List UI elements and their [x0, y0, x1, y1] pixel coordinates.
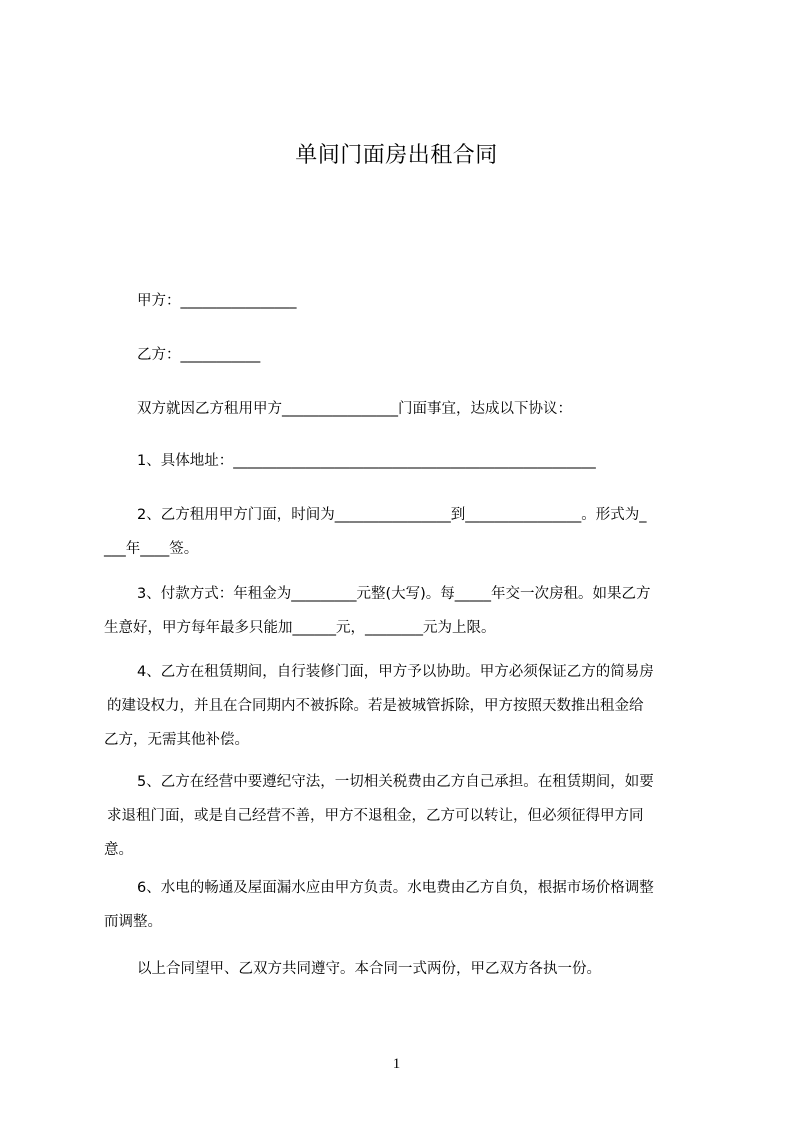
clause-2-row: 2、乙方租用甲方门面，时间为________________到________________。形式为_ [137, 507, 647, 523]
party-b-line: 乙方：___________ [137, 347, 261, 363]
clause-5-row: 求退租门面，或是自己经营不善，甲方不退租金，乙方可以转让，但必须征得甲方同 [107, 808, 644, 824]
intro-line: 双方就因乙方租用甲方________________门面事宜，达成以下协议： [137, 401, 572, 417]
clause-4-row: 的建设权力，并且在合同期内不被拆除。若是被城管拆除，甲方按照天数推出租金给 [107, 698, 644, 714]
clause-4-renovation [104, 655, 708, 757]
clause-2-row: ___年____签。 [104, 541, 199, 557]
closing-line: 以上合同望甲、乙双方共同遵守。本合同一式两份，甲乙双方各执一份。 [137, 961, 601, 977]
clause-6-row: 而调整。 [104, 914, 162, 930]
clause-1-address: 1、具体地址：__________________________________________________ [137, 453, 596, 469]
clause-2-lease-term [104, 498, 708, 566]
clause-3-payment [104, 577, 708, 645]
clause-5-row: 意。 [104, 842, 133, 858]
clause-6-utilities [104, 871, 708, 939]
clause-5-compliance [104, 765, 708, 867]
contract-title: 单间门面房出租合同 [295, 143, 498, 168]
clause-3-row: 生意好，甲方每年最多只能加______元，________元为上限。 [104, 620, 496, 636]
clause-3-row: 3、付款方式：年租金为_________元整(大写)。每_____年交一次房租。如果乙方 [137, 586, 651, 602]
clause-5-row: 5、乙方在经营中要遵纪守法，一切相关税费由乙方自己承担。在租赁期间，如要 [137, 774, 654, 790]
clause-6-row: 6、水电的畅通及屋面漏水应由甲方负责。水电费由乙方自负，根据市场价格调整 [137, 880, 654, 896]
clause-4-row: 4、乙方在租赁期间，自行装修门面，甲方予以协助。甲方必须保证乙方的简易房 [137, 664, 654, 680]
page-number: 1 [392, 1056, 401, 1072]
clause-4-row: 乙方，无需其他补偿。 [104, 732, 249, 748]
party-a-line: 甲方：________________ [137, 293, 297, 309]
